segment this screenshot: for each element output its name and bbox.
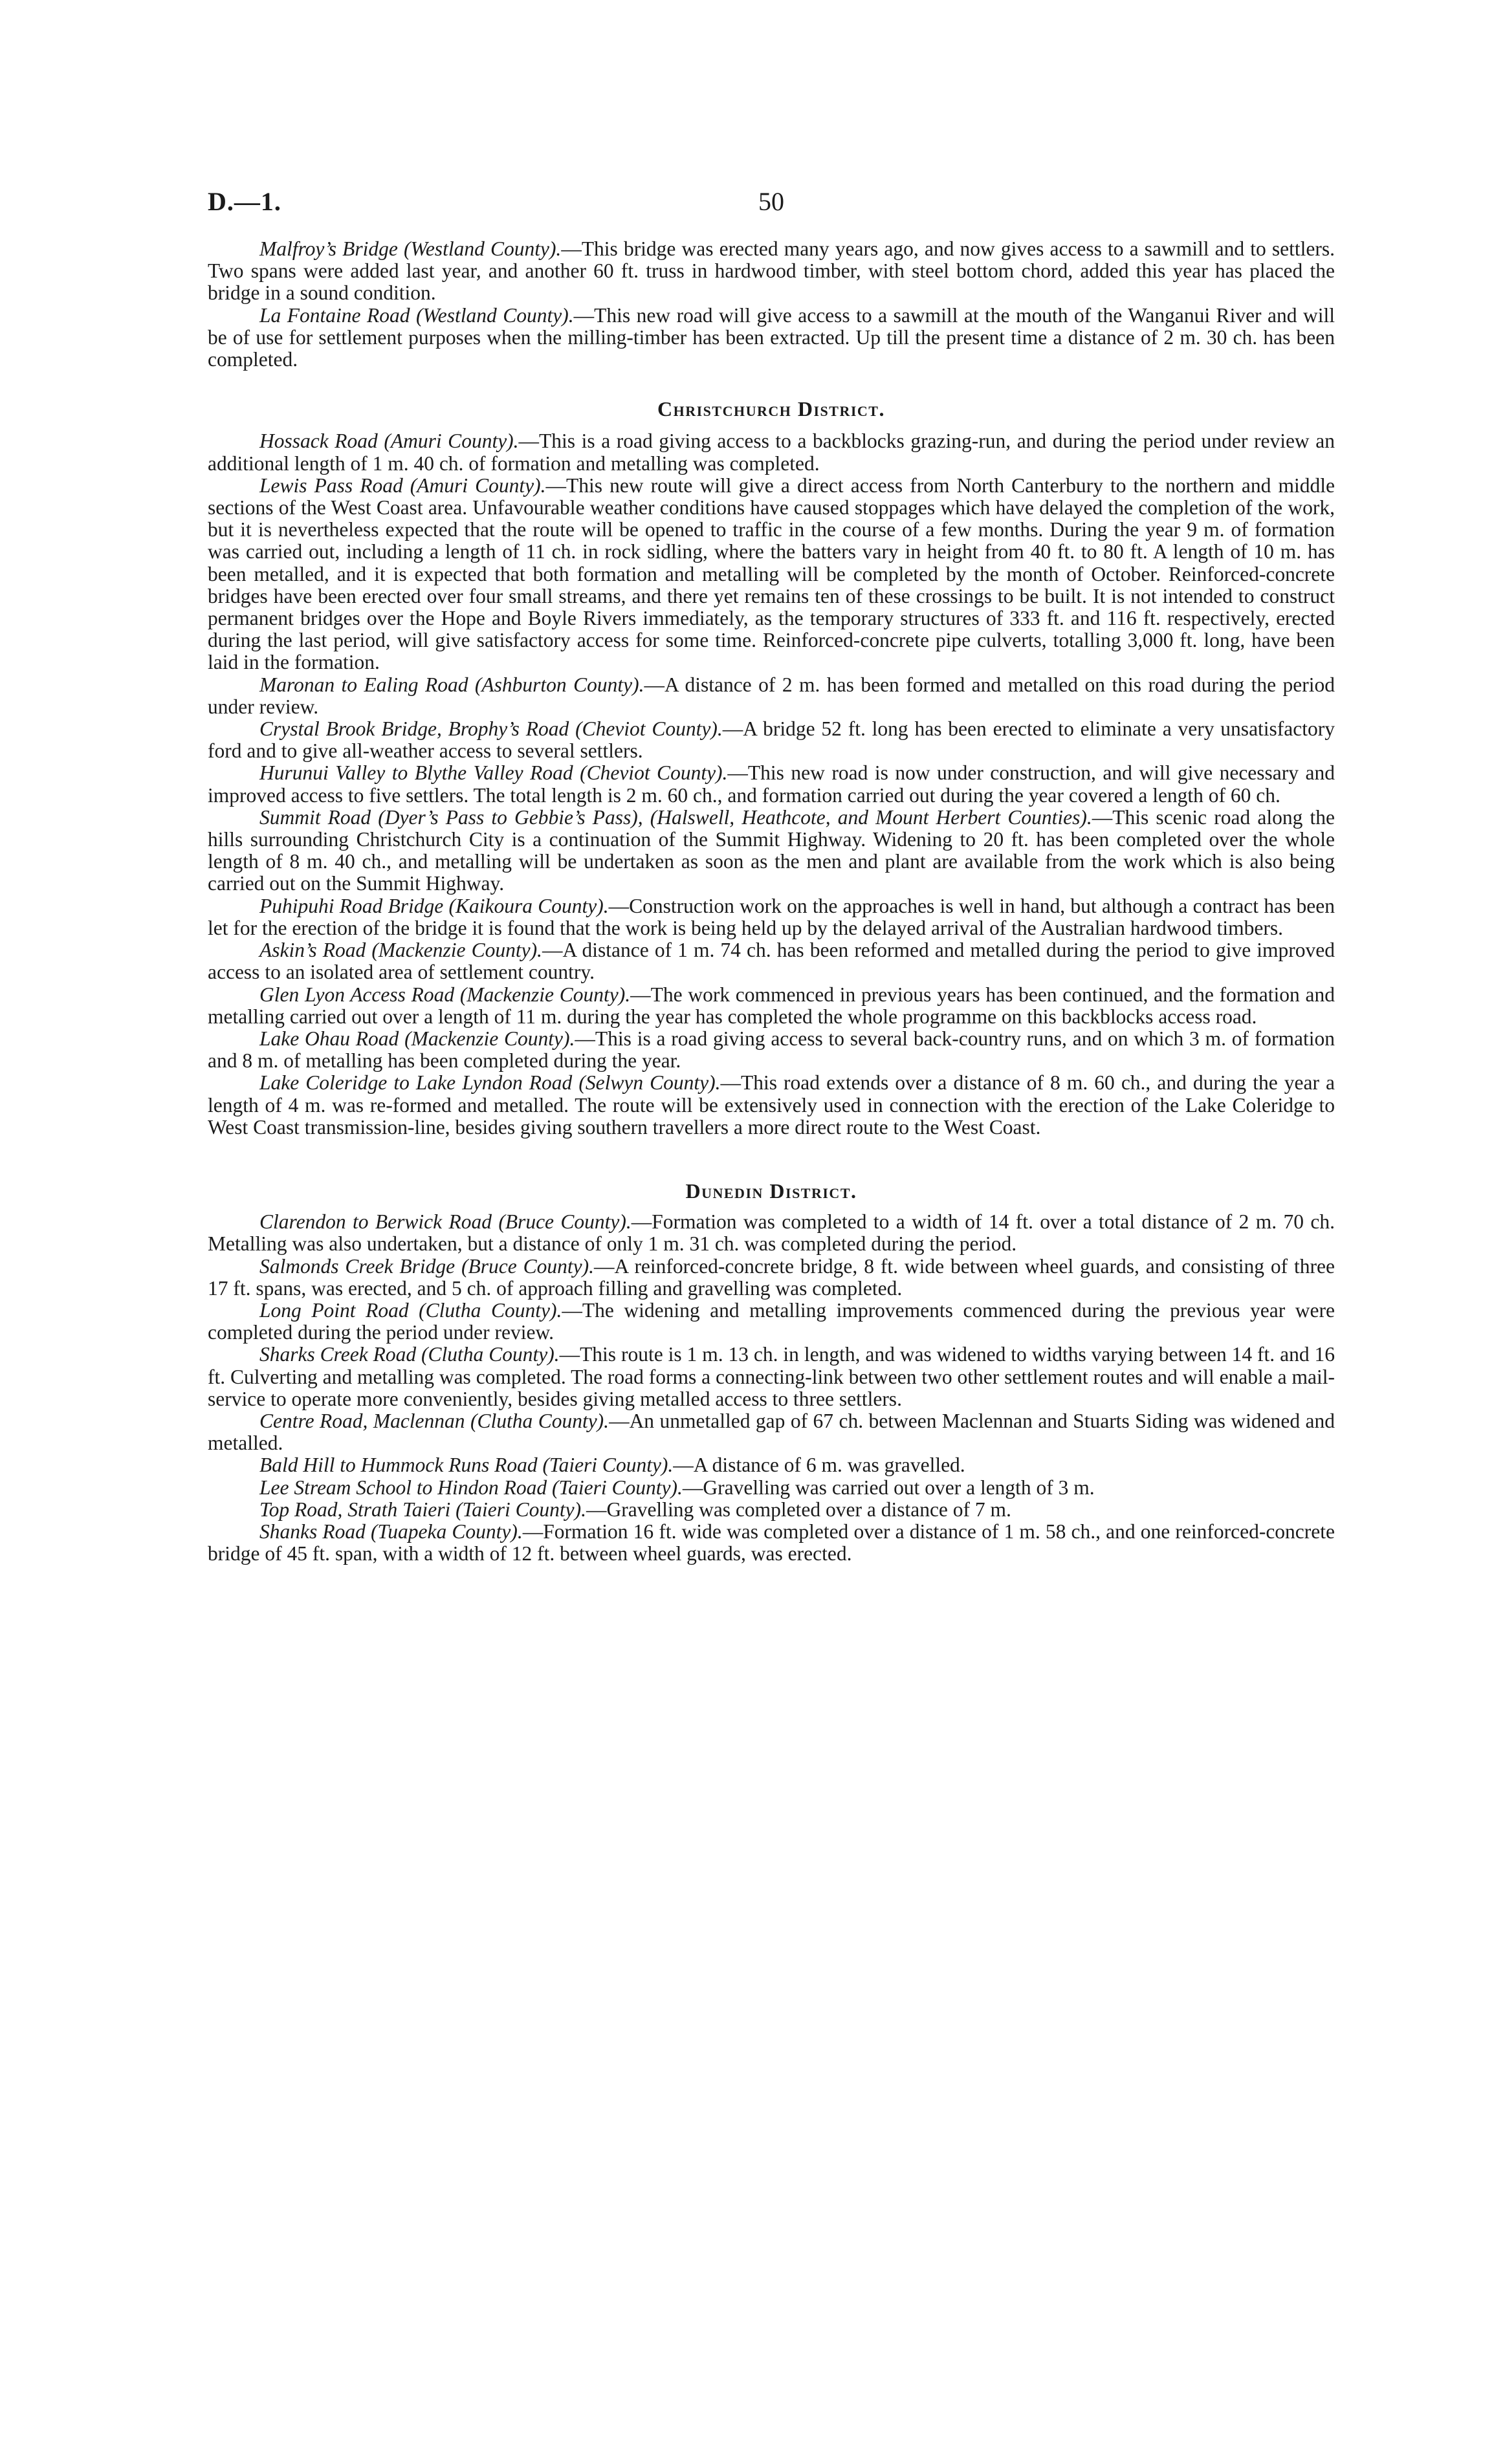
paragraph-text: —This road extends over a distance of 8 m. 60 ch., and during the year a length of 4 m. was re-formed and metalled. The route will be extensively used in connection with the erection of the Lake Coleridge to West Coast transmission-line, besides giving southern travellers a more direct route to the West Coast. (208, 1071, 1335, 1139)
paragraph-text: —This new road will give access to a sawmill at the mouth of the Wanganui River and will be of use for settlement purposes when the milling-timber has been extracted. Up till the present time a distance of 2 m. 30 ch. has been completed. (208, 303, 1335, 371)
paragraph (208, 984, 1335, 1028)
paragraph-text: —The work commenced in previous years has been continued, and the formation and metalling carried out over a length of 11 m. during the year has completed the whole programme on this backblocks access road. (208, 983, 1335, 1028)
section-heading: Christchurch District. (657, 397, 885, 421)
paragraph-text: —A distance of 2 m. has been formed and metalled on this road during the period under review. (208, 673, 1335, 718)
page-body (208, 238, 1335, 1565)
document-id: D.—1. (208, 187, 281, 216)
paragraph-text: —This route is 1 m. 13 ch. in length, and was widened to widths varying between 14 ft. and 16 ft. Culverting and metalling was completed. The road forms a connecting-link between two other settlement routes and will enable a mail-service to operate more conveniently, besides giving metalled access to three settlers. (208, 1343, 1335, 1410)
section-westland (208, 238, 1335, 371)
paragraph (208, 305, 1335, 371)
paragraph-text: —This bridge was erected many years ago, and now gives access to a sawmill and to settlers. Two spans were added last year, and another 60 ft. truss in hardwood timber, with steel bottom chord, added this year has placed the bridge in a sound condition. (208, 237, 1335, 305)
paragraph-title: Lewis Pass Road (Amuri County). (259, 474, 546, 497)
paragraph (208, 1211, 1335, 1255)
paragraph (208, 1256, 1335, 1300)
paragraph (208, 762, 1335, 806)
paragraph (208, 1028, 1335, 1072)
page-header (208, 186, 1335, 225)
paragraph-text: —Gravelling was completed over a distance of 7 m. (586, 1498, 1011, 1521)
paragraph-text: —Formation 16 ft. wide was completed over a distance of 1 m. 58 ch., and one reinforced-concrete bridge of 45 ft. span, with a width of 12 ft. between wheel guards, was erected. (208, 1520, 1335, 1565)
paragraph-title: Puhipuhi Road Bridge (Kaikoura County). (259, 894, 609, 917)
paragraph-title: Salmonds Creek Bridge (Bruce County). (259, 1254, 595, 1278)
paragraph-title: Askin’s Road (Mackenzie County). (259, 939, 542, 962)
paragraph (208, 1344, 1335, 1410)
paragraph-text: —This is a road giving access to several back-country runs, and on which 3 m. of formation and 8 m. of metalling has been completed during the year. (208, 1027, 1335, 1073)
paragraph-title: Crystal Brook Bridge, Brophy’s Road (Cheviot County). (259, 717, 723, 741)
paragraph-title: Lake Coleridge to Lake Lyndon Road (Selwyn County). (259, 1071, 721, 1095)
paragraph-title: Bald Hill to Hummock Runs Road (Taieri County). (259, 1454, 674, 1477)
section-christchurch (208, 398, 1335, 1139)
paragraph-title: Clarendon to Berwick Road (Bruce County). (259, 1210, 632, 1234)
paragraph-title: Lee Stream School to Hindon Road (Taieri County). (259, 1476, 683, 1499)
paragraph-text: —This is a road giving access to a backblocks grazing-run, and during the period under review an additional length of 1 m. 40 ch. of formation and metalling was completed. (208, 430, 1335, 475)
paragraph-title: Malfroy’s Bridge (Westland County). (259, 237, 562, 260)
paragraph-title: Centre Road, Maclennan (Clutha County). (259, 1409, 610, 1432)
paragraph (208, 430, 1335, 474)
paragraph-title: La Fontaine Road (Westland County). (259, 303, 574, 327)
paragraph-text: —This scenic road along the hills surrounding Christchurch City is a continuation of the Summit Highway. Widening to 20 ft. has been completed over the whole length of 8 m. 40 ch., and metalling will be undertaken as soon as the men and plant are available from the work which is also being carried out on the Summit Highway. (208, 805, 1335, 895)
page-number: 50 (758, 187, 784, 216)
paragraph-title: Glen Lyon Access Road (Mackenzie County). (259, 983, 631, 1006)
paragraph (208, 895, 1335, 939)
paragraph (208, 1477, 1335, 1499)
paragraph (208, 1072, 1335, 1139)
paragraph-title: Summit Road (Dyer’s Pass to Gebbie’s Pass), (Halswell, Heathcote, and Mount Herbert Counties). (259, 805, 1092, 829)
paragraph-text: —Formation was completed to a width of 14 ft. over a total distance of 2 m. 70 ch. Metalling was also undertaken, but a distance of only 1 m. 31 ch. was completed during the period. (208, 1210, 1335, 1256)
paragraph-text: —A reinforced-concrete bridge, 8 ft. wide between wheel guards, and consisting of three 17 ft. spans, was erected, and 5 ch. of approach filling and gravelling was completed. (208, 1254, 1335, 1300)
paragraph-text: —This new road is now under construction, and will give necessary and improved access to five settlers. The total length is 2 m. 60 ch., and formation carried out during the year covered a length of 60 ch. (208, 761, 1335, 807)
paragraph-title: Lake Ohau Road (Mackenzie County). (259, 1027, 575, 1050)
paragraph (208, 674, 1335, 718)
paragraph-title: Shanks Road (Tuapeka County). (259, 1520, 523, 1543)
paragraph-title: Sharks Creek Road (Clutha County). (259, 1343, 560, 1366)
paragraph-title: Hossack Road (Amuri County). (259, 430, 519, 453)
paragraph-text: —A distance of 1 m. 74 ch. has been reformed and metalled during the period to give improved access to an isolated area of settlement country. (208, 939, 1335, 984)
paragraph-title: Maronan to Ealing Road (Ashburton County). (259, 673, 644, 696)
paragraph-title: Hurunui Valley to Blythe Valley Road (Cheviot County). (259, 761, 728, 785)
paragraph (208, 1521, 1335, 1565)
paragraph-text: —The widening and metalling improvements commenced during the previous year were completed during the period under review. (208, 1298, 1335, 1344)
paragraph-text: —Gravelling was carried out over a length of 3 m. (682, 1476, 1095, 1499)
paragraph (208, 939, 1335, 983)
paragraph-text: —An unmetalled gap of 67 ch. between Maclennan and Stuarts Siding was widened and metalled. (208, 1409, 1335, 1455)
paragraph (208, 1499, 1335, 1521)
paragraph (208, 807, 1335, 895)
paragraph (208, 718, 1335, 762)
paragraph-title: Long Point Road (Clutha County). (259, 1298, 562, 1322)
paragraph (208, 475, 1335, 674)
section-dunedin (208, 1180, 1335, 1565)
paragraph-title: Top Road, Strath Taieri (Taieri County). (259, 1498, 586, 1521)
paragraph-text: —This new route will give a direct access from North Canterbury to the northern and middle sections of the West Coast area. Unfavourable weather conditions have caused stoppages which have delayed the completion of the work, but it is nevertheless expected that the route will be opened to traffic in the course of a few months. During the year 9 m. of formation was carried out, including a length of 11 ch. in rock sidling, where the batters vary in height from 40 ft. to 80 ft. A length of 10 m. has been metalled, and it is expected that both formation and metalling will be completed by the month of October. Reinforced-concrete bridges have been erected over four small streams, and there yet remains ten of these crossings to be built. It is not intended to construct permanent bridges over the Hope and Boyle Rivers immediately, as the temporary structures of 333 ft. and 116 ft. respectively, erected during the last period, will give satisfactory access for some time. Reinforced-concrete pipe culverts, totalling 3,000 ft. long, have been laid in the formation. (208, 474, 1335, 674)
paragraph (208, 238, 1335, 305)
paragraph (208, 1300, 1335, 1344)
paragraph (208, 1454, 1335, 1476)
paragraph-text: —Construction work on the approaches is well in hand, but although a contract has been let for the erection of the bridge it is found that the work is being held up by the delayed arrival of the Australian hardwood timbers. (208, 894, 1335, 939)
section-heading: Dunedin District. (685, 1179, 857, 1203)
paragraph (208, 1410, 1335, 1454)
paragraph-text: —A distance of 6 m. was gravelled. (673, 1454, 965, 1477)
paragraph-text: —A bridge 52 ft. long has been erected to eliminate a very unsatisfactory ford and to give all-weather access to several settlers. (208, 717, 1335, 763)
